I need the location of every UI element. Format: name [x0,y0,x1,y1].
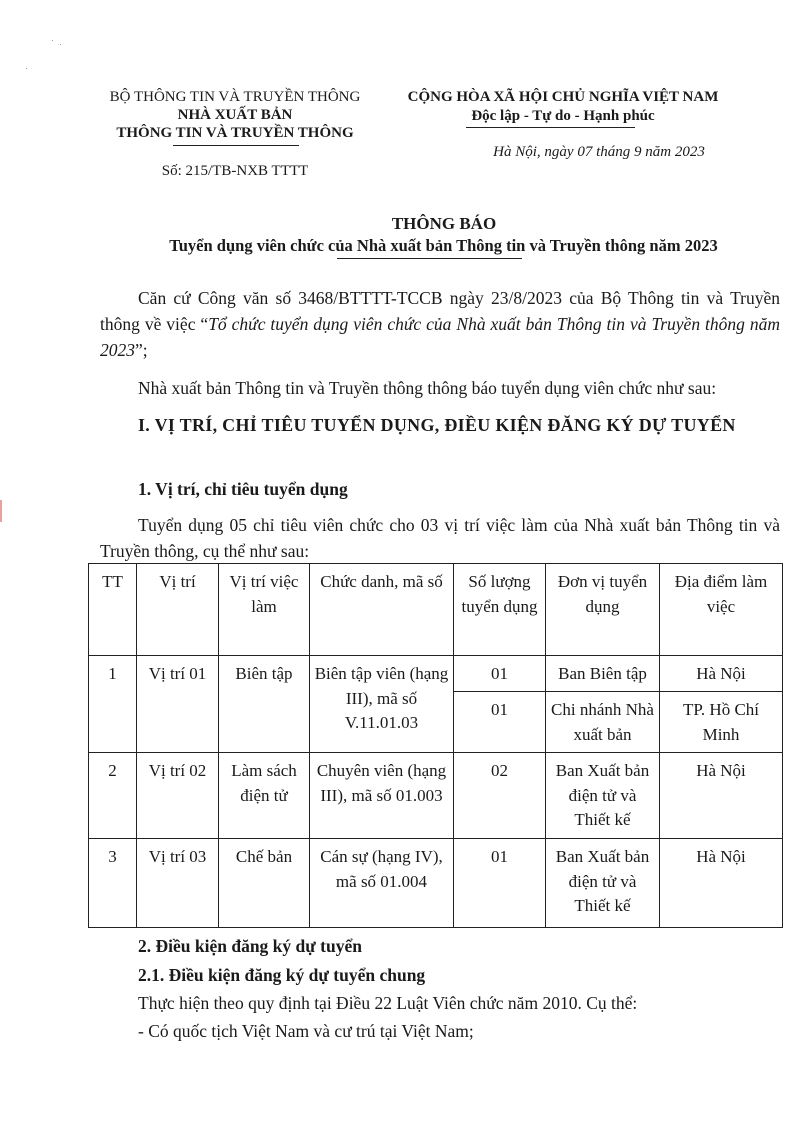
cell-title-code: Cán sự (hạng IV), mã số 01.004 [310,839,454,928]
cell-tt: 2 [89,753,137,839]
scan-speck [26,68,27,69]
cell-tt: 3 [89,839,137,928]
basis-text-start: Căn cứ Công văn số 3468/BTTTT-TCCB ngày 23/8/2023 của Bộ Thông tin và Truyền thông về việc “ [100,288,780,334]
subheading-2: 2. Điều kiện đăng ký dự tuyển [138,936,362,956]
table-header-row [89,564,783,656]
basis-paragraph [100,285,780,363]
cell-position: Vị trí 02 [137,753,219,839]
cell-unit: Ban Xuất bản điện tử và Thiết kế [546,753,660,839]
condition-bullet: - Có quốc tịch Việt Nam và cư trú tại Việt Nam; [138,1021,474,1041]
notice-subtitle: Tuyển dụng viên chức của Nhà xuất bản Thông tin và Truyền thông năm 2023 [169,236,718,255]
table-row [89,839,783,928]
header-cell-job: Vị trí việc làm [219,564,310,656]
scan-speck [60,44,61,45]
publisher-name-line2: THÔNG TIN VÀ TRUYỀN THÔNG [116,125,354,141]
document-number: Số: 215/TB-NXB TTTT [161,163,309,179]
table-row [89,656,783,692]
cell-job: Làm sách điện tử [219,753,310,839]
cell-job: Chế bản [219,839,310,928]
header-cell-position: Vị trí [137,564,219,656]
header-cell-quantity: Số lượng tuyển dụng [454,564,546,656]
header-cell-tt: TT [89,564,137,656]
header-cell-location: Địa điểm làm việc [660,564,783,656]
cell-tt: 1 [89,656,137,753]
section-heading-1: I. VỊ TRÍ, CHỈ TIÊU TUYỂN DỤNG, ĐIỀU KIỆN ĐĂNG KÝ DỰ TUYỂN [138,415,736,435]
basis-italic-quote: Tổ chức tuyển dụng viên chức của Nhà xuất bản Thông tin và Truyền thông năm 2023 [100,314,780,360]
publisher-name-line1: NHÀ XUẤT BẢN [177,107,293,123]
cell-quantity: 01 [454,656,546,692]
cell-unit: Ban Xuất bản điện tử và Thiết kế [546,839,660,928]
basis-text-end: ”; [135,340,148,360]
cell-quantity: 01 [454,839,546,928]
cell-position: Vị trí 03 [137,839,219,928]
cell-unit: Ban Biên tập [546,656,660,692]
notice-title: THÔNG BÁO [391,214,497,233]
quota-paragraph: Tuyển dụng 05 chỉ tiêu viên chức cho 03 vị trí việc làm của Nhà xuất bản Thông tin và Truyền thông, cụ thể như sau: [100,515,780,561]
header-cell-unit: Đơn vị tuyển dụng [546,564,660,656]
law-paragraph: Thực hiện theo quy định tại Điều 22 Luật Viên chức năm 2010. Cụ thể: [138,993,638,1013]
subtitle-underline [337,258,522,259]
publisher-underline [173,145,299,146]
intro-paragraph: Nhà xuất bản Thông tin và Truyền thông thông báo tuyển dụng viên chức như sau: [138,378,717,398]
cell-location: TP. Hồ Chí Minh [660,692,783,753]
cell-quantity: 02 [454,753,546,839]
cell-location: Hà Nội [660,656,783,692]
motto-underline [466,127,635,128]
table-row [89,753,783,839]
subheading-2-1: 2.1. Điều kiện đăng ký dự tuyển chung [138,965,426,985]
recruitment-table [88,563,783,928]
subheading-1: 1. Vị trí, chỉ tiêu tuyển dụng [138,479,348,499]
cell-unit: Chi nhánh Nhà xuất bản [546,692,660,753]
cell-title-code: Biên tập viên (hạng III), mã số V.11.01.03 [310,656,454,753]
cell-job: Biên tập [219,656,310,753]
cell-quantity: 01 [454,692,546,753]
cell-location: Hà Nội [660,753,783,839]
scan-speck [52,40,53,41]
header-cell-title-code: Chức danh, mã số [310,564,454,656]
ministry-name: BỘ THÔNG TIN VÀ TRUYỀN THÔNG [109,89,361,105]
motto: Độc lập - Tự do - Hạnh phúc [471,108,655,124]
place-date: Hà Nội, ngày 07 tháng 9 năm 2023 [493,144,705,160]
cell-title-code: Chuyên viên (hạng III), mã số 01.003 [310,753,454,839]
cell-position: Vị trí 01 [137,656,219,753]
cell-location: Hà Nội [660,839,783,928]
scan-margin-mark [0,500,2,522]
country-name: CỘNG HÒA XÃ HỘI CHỦ NGHĨA VIỆT NAM [407,89,719,105]
